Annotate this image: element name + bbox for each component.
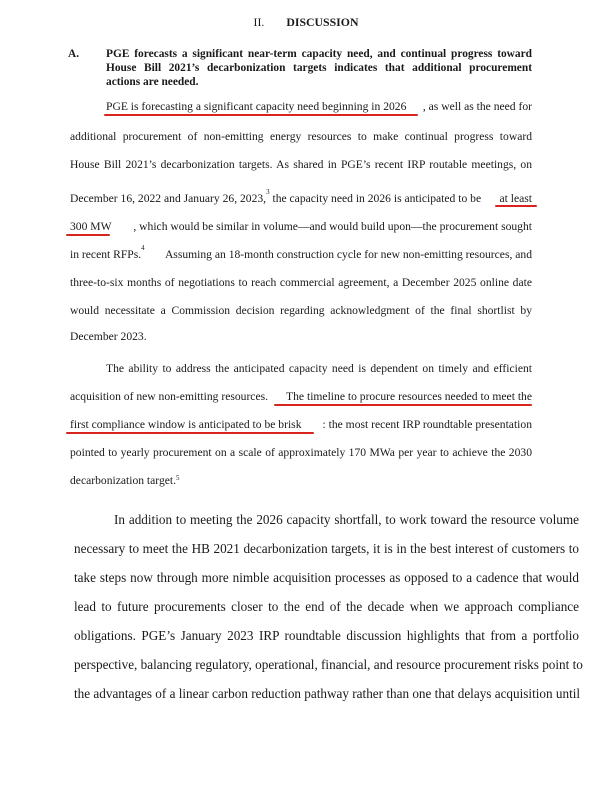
paragraph-line [70, 390, 532, 404]
paragraph-line: House Bill 2021’s decarbonization targets. As shared in PGE’s recent IRP routable meetings, on [70, 158, 532, 171]
paragraph-line: In addition to meeting the 2026 capacity shortfall, to work toward the resource volume [114, 512, 579, 527]
paragraph-line [70, 220, 532, 234]
section-heading [0, 15, 612, 29]
highlight-underline [104, 114, 418, 116]
paragraph-line: necessary to meet the HB 2021 decarbonization targets, it is in the best interest of customers to [74, 541, 579, 556]
paragraph-line: December 2023. [70, 330, 147, 343]
paragraph-line: lead to future procurements closer to the end of the decade when we approach compliance [74, 599, 579, 614]
subsection-title-line: PGE forecasts a significant near-term capacity need, and continual progress toward [106, 48, 532, 60]
paragraph-line: take steps now through more nimble acquisition processes as opposed to a cadence that would [74, 570, 579, 585]
paragraph-line: three-to-six months of negotiations to reach commercial agreement, a December 2025 online date [70, 276, 532, 289]
highlighted-text: PGE is forecasting a significant capacity need beginning in 2026 [106, 100, 407, 113]
paragraph-line [106, 100, 532, 114]
paragraph-line: perspective, balancing regulatory, operational, financial, and resource procurement risks point to [74, 657, 583, 672]
paragraph-line: additional procurement of non-emitting energy resources to make continual progress toward [70, 130, 532, 143]
highlighted-text: first compliance window is anticipated to be brisk [70, 418, 302, 431]
paragraph-text: Assuming an 18-month construction cycle for new non-emitting resources, and [164, 248, 532, 261]
paragraph-text: , as well as the need for [422, 100, 532, 113]
paragraph-text: in recent RFPs. [70, 248, 142, 261]
footnote-ref[interactable]: 4 [141, 244, 145, 252]
paragraph-line [70, 474, 180, 488]
paragraph-line: obligations. PGE’s January 2023 IRP roundtable discussion highlights that from a portfolio [74, 628, 579, 643]
paragraph-line: pointed to yearly procurement on a scale of approximately 170 MWa per year to achieve the 2030 [70, 446, 532, 459]
highlighted-text: The timeline to procure resources needed to meet the [286, 390, 532, 403]
footnote-ref[interactable]: 3 [266, 188, 270, 196]
highlight-underline [495, 205, 537, 207]
highlight-underline [274, 404, 532, 406]
section-title: DISCUSSION [286, 15, 359, 29]
paragraph-line [70, 418, 532, 432]
paragraph-text: decarbonization target. [70, 474, 177, 487]
paragraph-line [70, 244, 532, 262]
section-number: II. [253, 15, 265, 29]
highlighted-text: at least [499, 192, 532, 205]
highlight-underline [66, 432, 314, 434]
paragraph-text: December 16, 2022 and January 26, 2023, [70, 192, 267, 205]
paragraph-line [70, 188, 532, 206]
paragraph-line: the advantages of a linear carbon reduction pathway rather than one that delays acquisition until [74, 686, 581, 701]
paragraph-text: , which would be similar in volume—and would build upon—the procurement sought [133, 220, 532, 233]
paragraph-line: The ability to address the anticipated capacity need is dependent on timely and efficient [106, 362, 532, 375]
paragraph-line: would necessitate a Commission decision regarding acknowledgment of the final shortlist by [70, 304, 532, 317]
subsection-title-line: House Bill 2021’s decarbonization targets indicates that additional procurement [106, 62, 532, 74]
subsection-title-line: actions are needed. [106, 76, 199, 88]
paragraph-text: : the most recent IRP roundtable presentation [322, 418, 532, 431]
highlighted-text: 300 MW [70, 220, 112, 233]
paragraph-text: the capacity need in 2026 is anticipated to be [269, 192, 484, 205]
highlight-underline [66, 234, 110, 236]
footnote-ref[interactable]: 5 [176, 474, 180, 482]
paragraph-text: acquisition of new non-emitting resources. [70, 390, 271, 403]
subsection-letter: A. [68, 48, 80, 60]
